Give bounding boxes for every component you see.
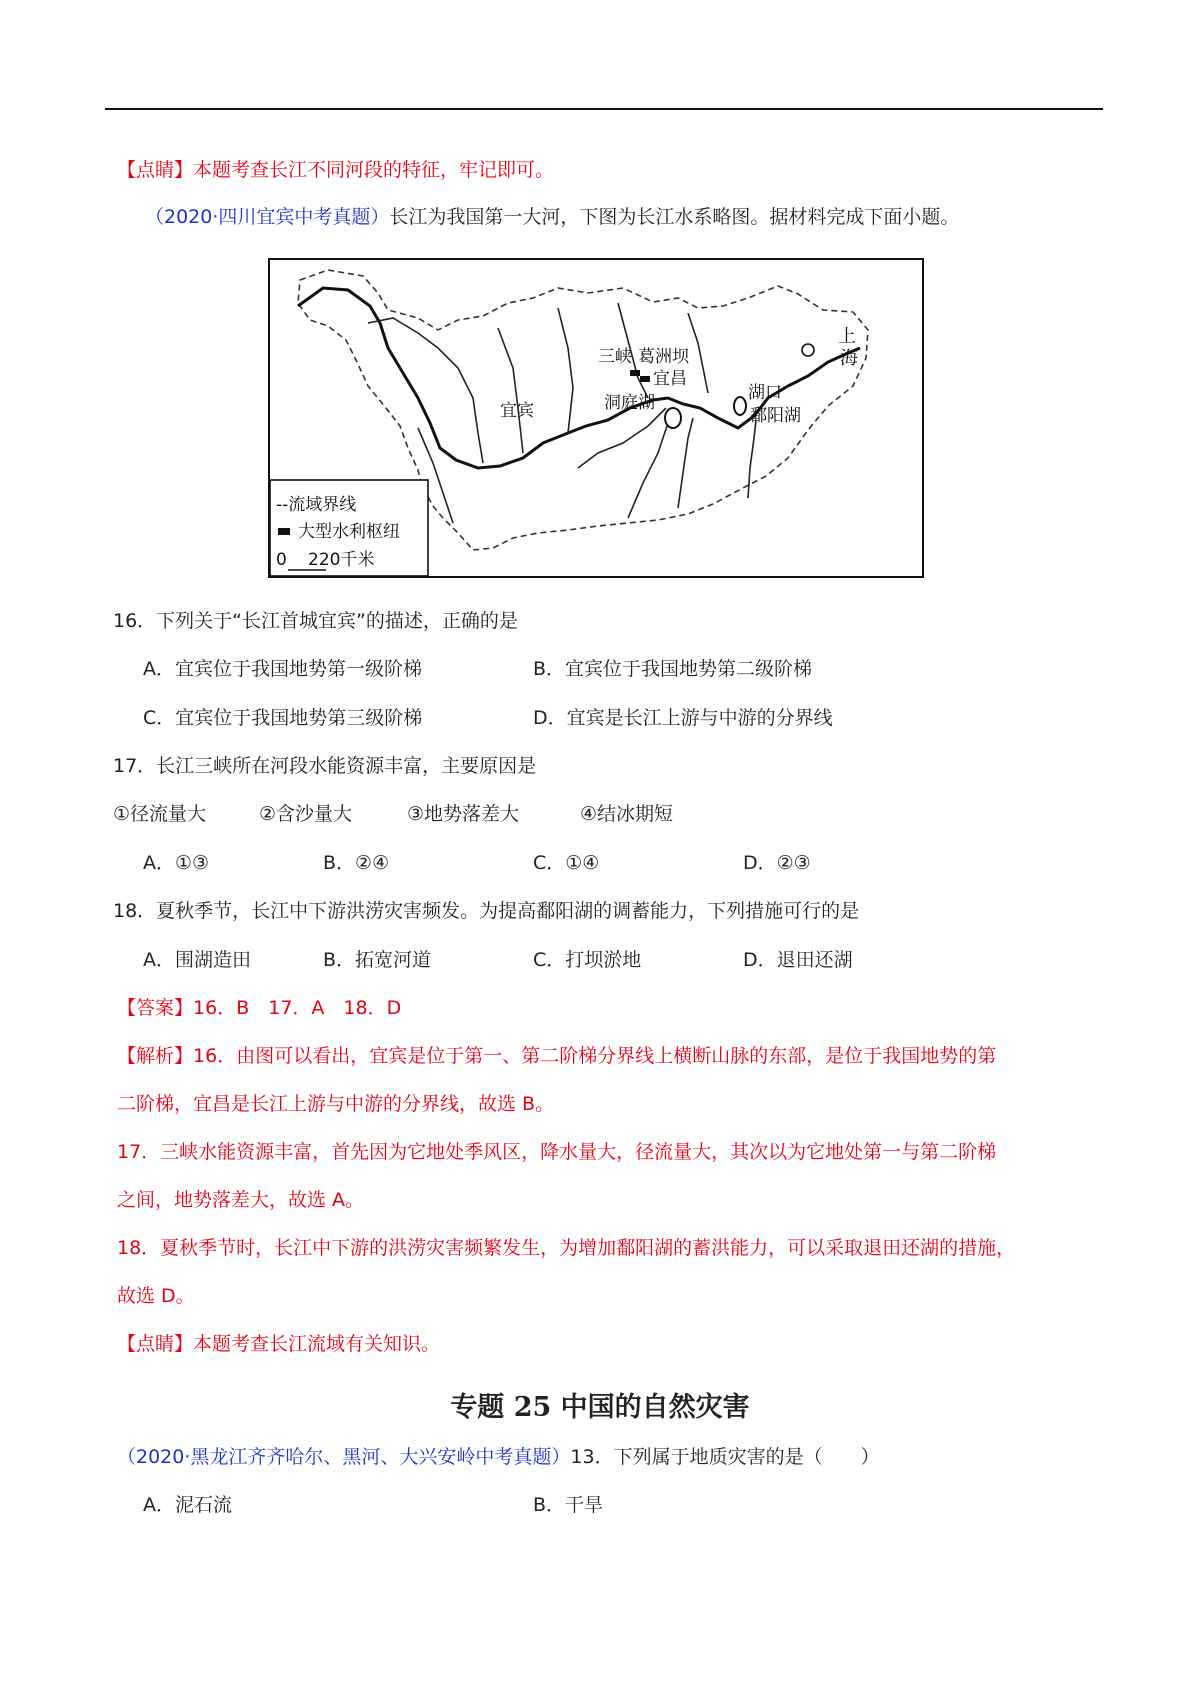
label-dongting-lake: 洞庭湖 <box>604 393 655 413</box>
three-gorges-dam-marker <box>630 370 640 376</box>
q17-item-3: ③地势落差大 <box>407 803 520 825</box>
analysis-17-text-1: 17．三峡水能资源丰富，首先因为它地处季风区，降水量大，径流量大，其次以为它地处第一与第二阶梯 <box>117 1141 997 1163</box>
q13-option-a: A．泥石流 <box>143 1494 232 1516</box>
q17-option-a: A．①③ <box>143 852 210 874</box>
legend-project-icon <box>278 528 290 535</box>
answer-text: 16．B 17．A 18．D <box>193 997 402 1019</box>
label-shanghai-1: 上 <box>838 326 856 347</box>
poyang-lake-shape <box>734 397 746 415</box>
intro-line <box>145 204 959 230</box>
note-text: 本题考查长江不同河段的特征，牢记即可。 <box>193 159 555 181</box>
top-note <box>117 157 554 183</box>
answer-tag: 【答案】 <box>117 997 194 1019</box>
q17-option-b: B．②④ <box>323 852 390 874</box>
q17-item-4: ④结冰期短 <box>580 803 674 825</box>
q18-option-a: A．围湖造田 <box>143 949 251 971</box>
analysis-17-text-2: 之间，地势落差大，故选 A。 <box>117 1189 365 1211</box>
q13-line <box>117 1444 880 1470</box>
q13-source: （2020·黑龙江齐齐哈尔、黑河、大兴安岭中考真题） <box>117 1446 571 1468</box>
bottom-note <box>117 1331 440 1357</box>
label-hukou: 湖口 <box>748 383 782 403</box>
q16-option-c: C．宜宾位于我国地势第三级阶梯 <box>143 707 423 729</box>
q17-stem: 17．长江三峡所在河段水能资源丰富，主要原因是 <box>113 755 537 777</box>
intro-text: 长江为我国第一大河，下图为长江水系略图。据材料完成下面小题。 <box>389 206 960 228</box>
q16-stem: 16．下列关于“长江首城宜宾”的描述，正确的是 <box>113 610 518 632</box>
label-yibin: 宜宾 <box>500 401 534 421</box>
label-yichang: 宜昌 <box>653 369 687 389</box>
analysis-18-text-2: 故选 D。 <box>117 1285 195 1307</box>
legend-project: 大型水利枢纽 <box>298 522 400 542</box>
q18-option-c: C．打坝淤地 <box>533 949 642 971</box>
gezhouba-dam-marker <box>640 376 650 382</box>
analysis-16-text-1: 16．由图可以看出，宜宾是位于第一、第二阶梯分界线上横断山脉的东部，是位于我国地势的第 <box>193 1045 997 1067</box>
note-tag: 【点睛】 <box>117 1333 194 1355</box>
q16-option-b: B．宜宾位于我国地势第二级阶梯 <box>533 658 813 680</box>
analysis-p16-line1 <box>117 1043 996 1069</box>
q18-stem: 18．夏秋季节，长江中下游洪涝灾害频发。为提高鄱阳湖的调蓄能力，下列措施可行的是 <box>113 900 860 922</box>
q16-option-d: D．宜宾是长江上游与中游的分界线 <box>533 707 833 729</box>
label-shanghai-2: 海 <box>840 348 858 369</box>
answer-line <box>117 995 401 1021</box>
label-sanxia: 三峡 <box>598 347 632 367</box>
q17-item-1: ①径流量大 <box>113 803 207 825</box>
q18-option-b: B．拓宽河道 <box>323 949 432 971</box>
legend-scale-zero: 0 <box>276 550 287 570</box>
q17-option-c: C．①④ <box>533 852 600 874</box>
intro-source: （2020·四川宜宾中考真题） <box>145 206 390 228</box>
q13-option-b: B．干旱 <box>533 1494 604 1516</box>
q17-option-d: D．②③ <box>743 852 811 874</box>
top-rule <box>105 108 1103 110</box>
q17-item-2: ②含沙量大 <box>259 803 353 825</box>
note-text: 本题考查长江流域有关知识。 <box>193 1333 441 1355</box>
analysis-16-text-2: 二阶梯，宜昌是长江上游与中游的分界线，故选 B。 <box>117 1093 555 1115</box>
q16-option-a: A．宜宾位于我国地势第一级阶梯 <box>143 658 422 680</box>
q13-stem: 13．下列属于地质灾害的是（ ） <box>570 1446 880 1468</box>
q18-option-d: D．退田还湖 <box>743 949 853 971</box>
section-title: 专题 25 中国的自然灾害 <box>450 1392 750 1423</box>
label-gezhouba: 葛洲坝 <box>638 347 689 367</box>
legend-boundary: --流域界线 <box>276 495 357 515</box>
yangtze-water-system-map <box>268 258 924 578</box>
analysis-tag: 【解析】 <box>117 1045 194 1067</box>
dongting-lake-shape <box>665 408 681 428</box>
taihu-lake-shape <box>802 344 814 356</box>
legend-scale-value: 220千米 <box>308 550 375 570</box>
analysis-18-text-1: 18．夏秋季节时，长江中下游的洪涝灾害频繁发生，为增加鄱阳湖的蓄洪能力，可以采取退田还湖的措施， <box>117 1237 1016 1259</box>
label-poyang-lake: 鄱阳湖 <box>750 406 801 426</box>
note-tag: 【点睛】 <box>117 159 194 181</box>
